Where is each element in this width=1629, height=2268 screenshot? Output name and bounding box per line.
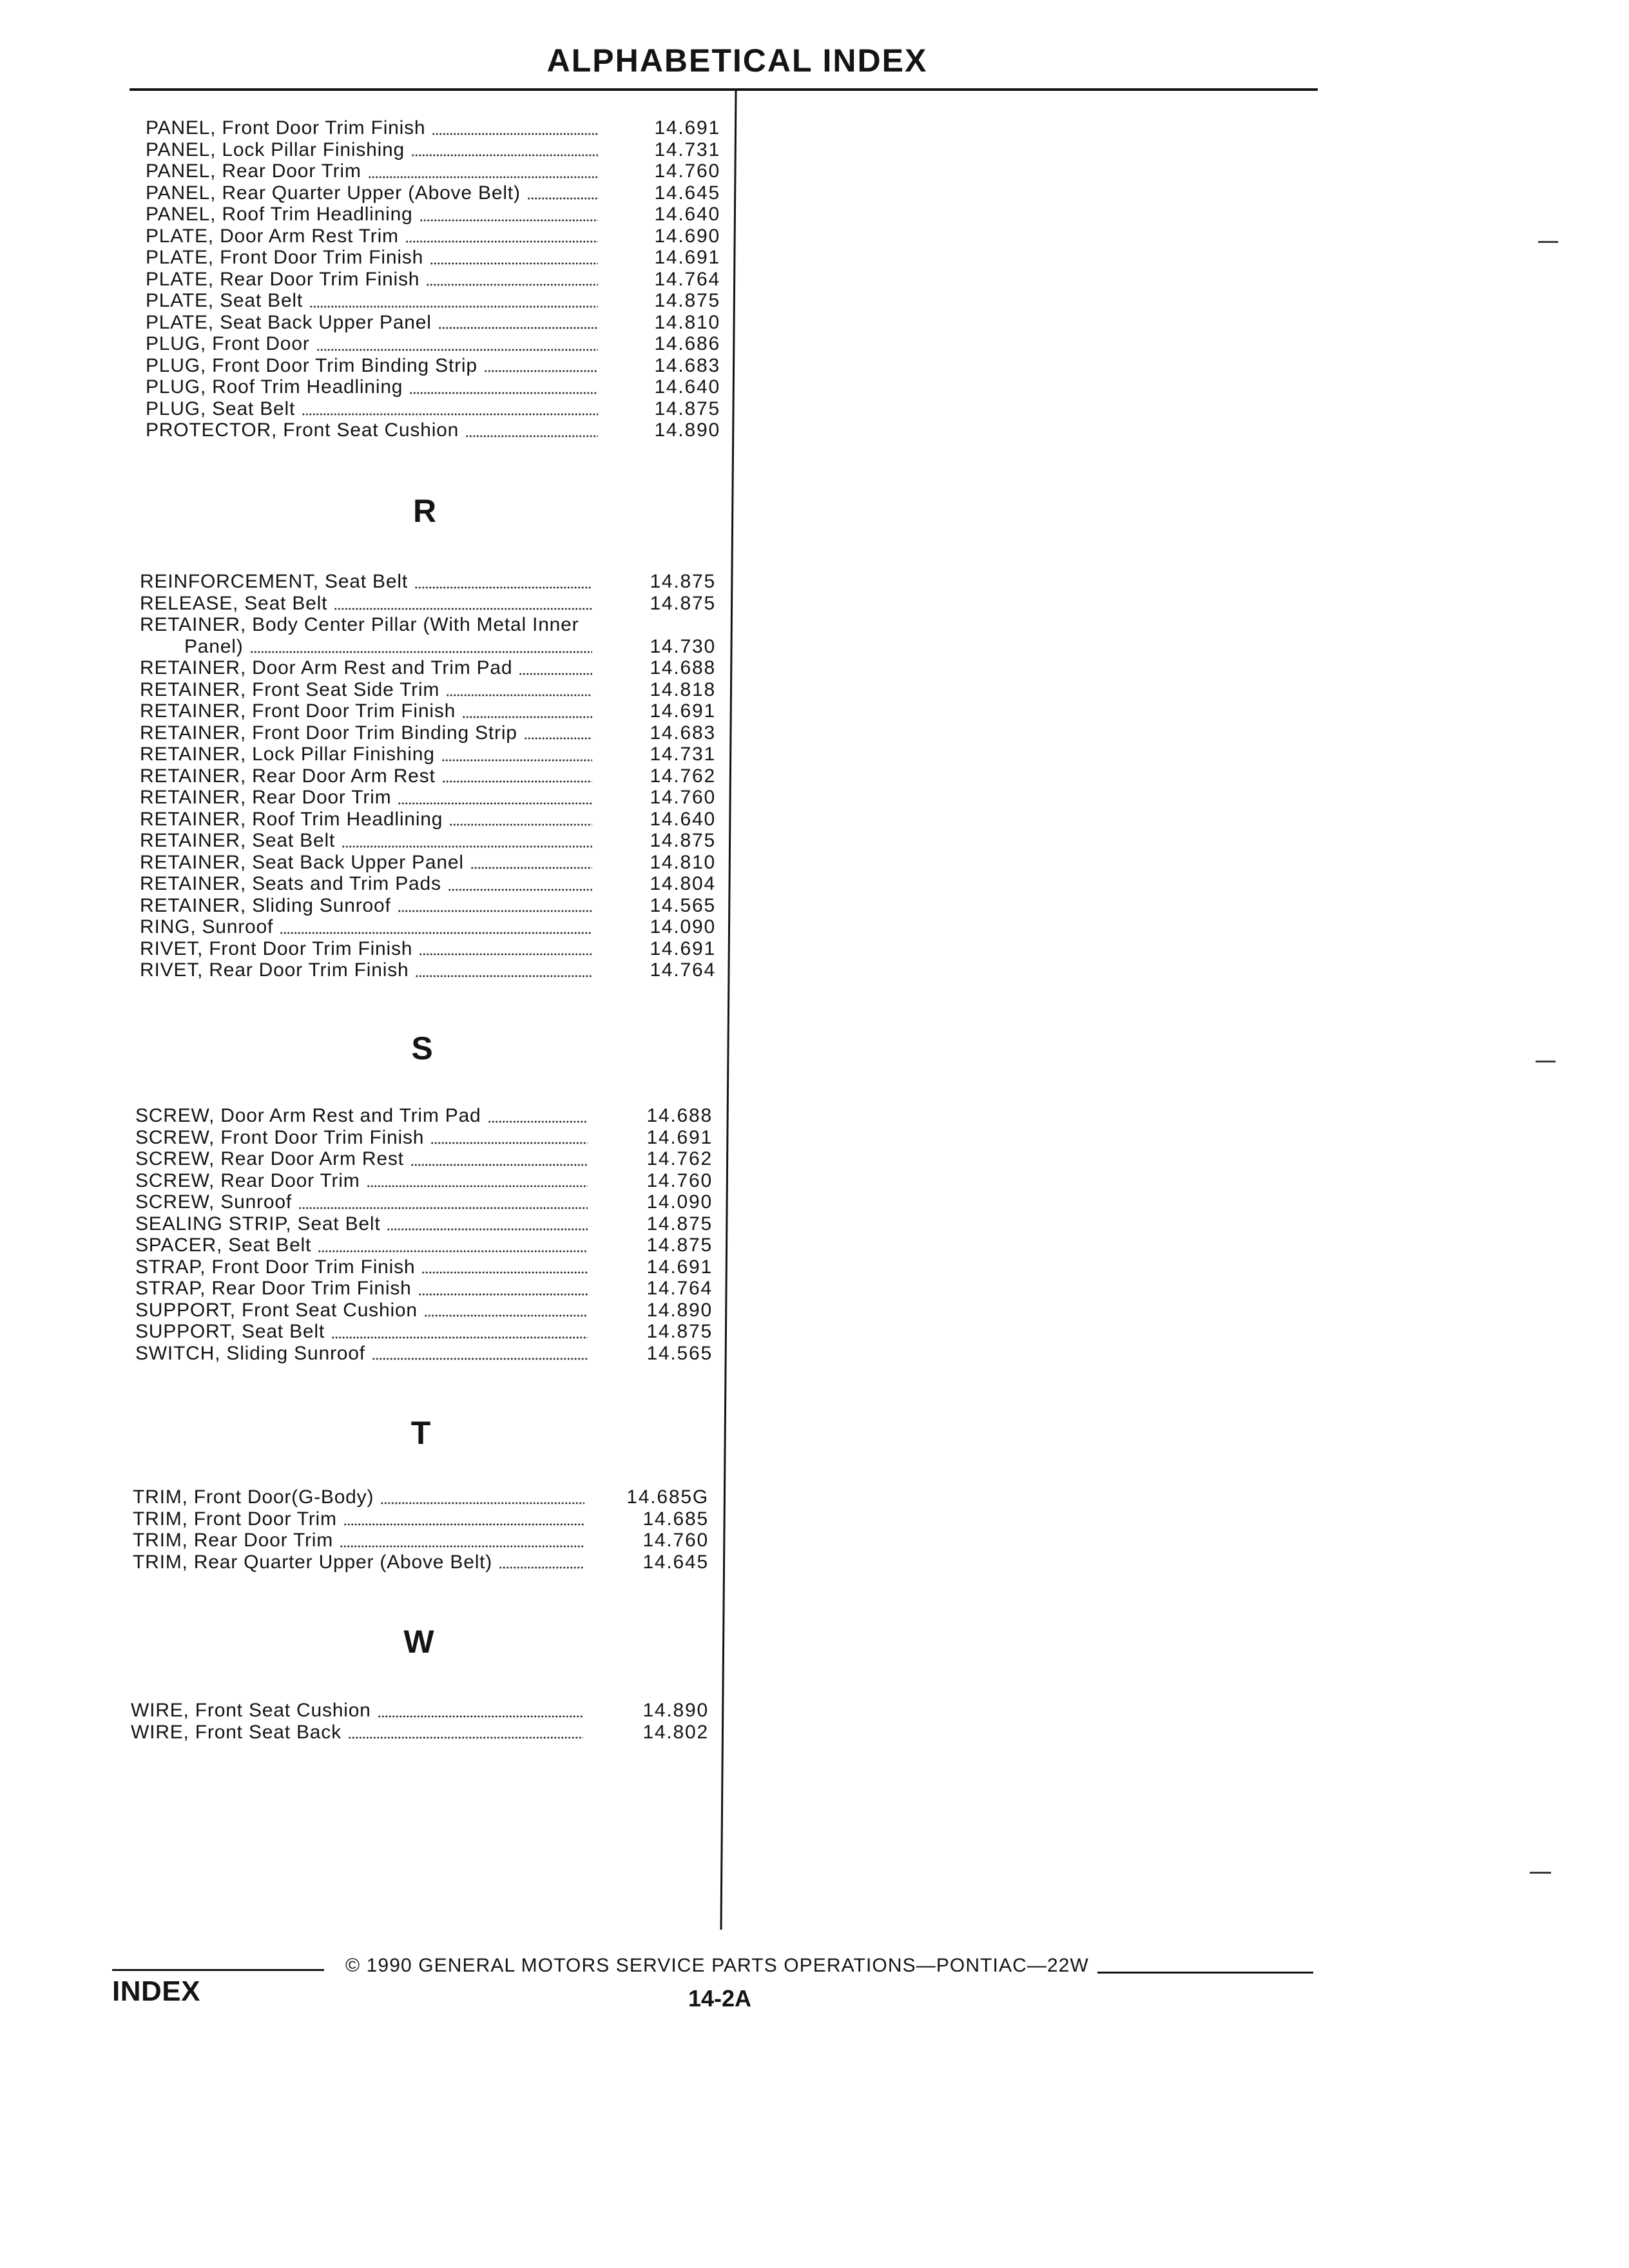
entry-page-number: 14.760 [654,160,720,182]
entry-item-name: RETAINER, Roof Trim Headlining [140,808,443,830]
entry-item-name: TRIM, Front Door Trim [133,1508,337,1530]
dot-leader [280,932,592,934]
entry-page-number: 14.890 [642,1700,709,1722]
entry-page-number: 14.691 [654,247,720,269]
footer-rule-left [112,1969,324,1971]
entry-item-name: Panel) [184,635,244,657]
index-entry [146,160,720,182]
section-letter-s: S [411,1030,433,1066]
index-entry [140,614,716,636]
entry-page-number: 14.810 [650,851,716,873]
entry-item-name: RETAINER, Lock Pillar Finishing [140,744,435,765]
index-entry [146,376,720,398]
dot-leader [342,845,592,848]
entry-page-number: 14.565 [646,1342,713,1364]
entry-item-name: PLATE, Door Arm Rest Trim [146,225,399,247]
entry-item-name: RETAINER, Seat Back Upper Panel [140,851,464,873]
index-entry-continuation [140,636,716,658]
index-entry [140,938,716,960]
dot-leader [418,1293,588,1296]
index-entry [135,1343,713,1365]
entry-item-name: PLATE, Rear Door Trim Finish [146,268,420,290]
index-entry [140,852,716,874]
entry-item-name: RING, Sunroof [140,916,274,938]
section-letter-r: R [412,493,437,529]
entry-item-name: STRAP, Front Door Trim Finish [135,1256,416,1278]
entry-page-number: 14.764 [650,959,716,981]
entry-item-name: SWITCH, Sliding Sunroof [135,1342,365,1364]
index-entry [135,1300,713,1321]
dot-leader [419,219,598,222]
entry-item-name: RETAINER, Front Seat Side Trim [140,678,440,700]
entry-item-name: PANEL, Front Door Trim Finish [146,117,426,139]
entry-item-name: PLUG, Roof Trim Headlining [146,376,403,398]
dot-leader [419,953,592,956]
entry-item-name: PANEL, Roof Trim Headlining [146,204,413,226]
index-entry [140,787,716,809]
entry-page-number: 14.760 [650,787,716,809]
index-entry [135,1170,713,1192]
index-entry [140,959,716,981]
entry-item-name: WIRE, Front Seat Cushion [131,1700,371,1722]
dot-leader [348,1736,583,1739]
entry-page-number: 14.802 [642,1721,709,1743]
entry-page-number: 14.875 [646,1235,713,1256]
index-entry [140,679,716,701]
dot-leader [298,1207,588,1209]
index-entry [140,722,716,744]
dot-leader [411,154,598,157]
entry-page-number: 14.730 [650,635,716,657]
dot-leader [442,780,592,783]
entry-page-number: 14.686 [654,333,720,355]
dot-leader [426,284,598,286]
entry-item-name: RIVET, Rear Door Trim Finish [140,959,409,981]
entry-page-number: 14.691 [646,1256,713,1278]
entry-page-number: 14.683 [654,354,720,376]
dot-leader [309,305,598,308]
entry-item-name: RIVET, Front Door Trim Finish [140,937,413,959]
index-entry [146,312,720,334]
dot-leader [340,1545,584,1548]
index-entry [146,139,720,161]
dot-leader [424,1314,588,1317]
footer-rule-right [1097,1972,1313,1974]
dot-leader [448,889,592,891]
entry-page-number: 14.875 [650,592,716,614]
entry-page-number: 14.090 [650,916,716,938]
index-entry [146,247,720,269]
dot-leader [368,176,598,178]
dot-leader [430,1142,588,1144]
entry-item-name: REINFORCEMENT, Seat Belt [140,571,408,593]
entry-item-name: RETAINER, Rear Door Trim [140,787,392,809]
entry-item-name: RETAINER, Rear Door Arm Rest [140,765,436,787]
copyright-notice: © 1990 GENERAL MOTORS SERVICE PARTS OPERATIONS—PONTIAC—22W [345,1955,1089,1976]
binder-margin-mark [1538,241,1558,243]
page-title: ALPHABETICAL INDEX [546,43,928,79]
dot-leader [410,1164,588,1166]
dot-leader [465,435,598,437]
entry-item-name: RETAINER, Seat Belt [140,830,336,852]
dot-leader [387,1228,588,1231]
entry-page-number: 14.691 [654,117,720,139]
entry-item-name: SCREW, Rear Door Trim [135,1169,360,1191]
entry-item-name: RETAINER, Front Door Trim Finish [140,700,456,722]
entry-item-name: PLUG, Front Door Trim Binding Strip [146,354,477,376]
index-entry [140,593,716,615]
entry-page-number: 14.691 [650,937,716,959]
column-divider-line [721,90,736,1930]
dot-leader [421,1271,588,1274]
title-rule [130,88,1318,91]
dot-leader [334,608,592,610]
dot-leader [409,392,598,394]
entry-item-name: PROTECTOR, Front Seat Cushion [146,419,459,441]
dot-leader [488,1120,588,1123]
index-entry [146,117,720,139]
index-entry [135,1235,713,1256]
index-entry [135,1191,713,1213]
section-letter-t: T [410,1415,431,1451]
index-entry [140,744,716,765]
entry-page-number: 14.691 [650,700,716,722]
entry-page-number: 14.804 [650,873,716,895]
entry-page-number: 14.640 [654,204,720,226]
dot-leader [331,1336,588,1339]
index-section-t [133,1486,709,1573]
dot-leader [470,867,592,869]
entry-item-name: PLUG, Front Door [146,333,310,355]
dot-leader [380,1502,584,1504]
index-entry [135,1256,713,1278]
entry-page-number: 14.762 [650,765,716,787]
entry-item-name: RETAINER, Body Center Pillar (With Metal Inner [140,614,579,636]
entry-item-name: STRAP, Rear Door Trim Finish [135,1278,412,1300]
dot-leader [462,716,592,718]
dot-leader [398,802,592,805]
binder-margin-mark [1530,1872,1551,1874]
entry-page-number: 14.640 [650,808,716,830]
dot-leader [316,349,598,351]
dot-leader [446,694,592,697]
entry-item-name: SCREW, Rear Door Arm Rest [135,1148,404,1170]
entry-page-number: 14.875 [650,571,716,593]
binder-margin-mark [1536,1061,1556,1062]
entry-item-name: PANEL, Rear Door Trim [146,160,361,182]
dot-leader [367,1185,588,1187]
entry-page-number: 14.688 [650,657,716,679]
index-entry [140,657,716,679]
entry-item-name: RELEASE, Seat Belt [140,592,328,614]
entry-item-name: PLATE, Front Door Trim Finish [146,247,424,269]
entry-page-number: 14.890 [646,1299,713,1321]
entry-page-number: 14.764 [646,1278,713,1300]
entry-page-number: 14.875 [646,1321,713,1343]
index-entry [131,1700,709,1722]
dot-leader [378,1715,583,1718]
dot-leader [318,1250,588,1253]
index-entry [135,1213,713,1235]
index-entry [146,182,720,204]
index-entry [140,916,716,938]
entry-page-number: 14.875 [654,398,720,419]
index-entry [133,1552,709,1573]
dot-leader [484,370,598,372]
dot-leader [302,413,598,416]
dot-leader [524,737,592,740]
entry-item-name: SPACER, Seat Belt [135,1235,312,1256]
index-entry [146,333,720,355]
entry-page-number: 14.760 [646,1169,713,1191]
entry-page-number: 14.685G [626,1486,709,1508]
entry-item-name: PLUG, Seat Belt [146,398,296,419]
dot-leader [432,133,598,135]
index-entry [140,809,716,831]
dot-leader [519,673,592,675]
index-entry [140,895,716,917]
entry-item-name: WIRE, Front Seat Back [131,1721,342,1743]
entry-item-name: PLATE, Seat Back Upper Panel [146,311,432,333]
index-entry [146,355,720,377]
entry-page-number: 14.810 [654,311,720,333]
index-entry [135,1321,713,1343]
entry-item-name: PANEL, Rear Quarter Upper (Above Belt) [146,182,521,204]
index-entry [140,571,716,593]
entry-page-number: 14.090 [646,1191,713,1213]
entry-page-number: 14.731 [650,744,716,765]
entry-page-number: 14.688 [646,1105,713,1127]
index-entry [135,1148,713,1170]
entry-item-name: RETAINER, Door Arm Rest and Trim Pad [140,657,513,679]
entry-page-number: 14.645 [642,1551,709,1573]
index-entry [135,1278,713,1300]
index-section-s [135,1105,713,1364]
entry-page-number: 14.565 [650,894,716,916]
entry-page-number: 14.645 [654,182,720,204]
dot-leader [414,586,592,589]
index-entry [146,269,720,291]
index-entry [135,1105,713,1127]
index-entry [135,1127,713,1149]
entry-item-name: TRIM, Rear Door Trim [133,1530,334,1552]
entry-page-number: 14.691 [646,1126,713,1148]
dot-leader [430,262,598,265]
dot-leader [372,1358,588,1360]
index-entry [146,419,720,441]
index-section-w [131,1700,709,1743]
index-entry [131,1722,709,1744]
entry-page-number: 14.762 [646,1148,713,1170]
entry-page-number: 14.875 [654,290,720,312]
index-entry [146,226,720,247]
section-letter-w: W [403,1624,434,1660]
dot-leader [343,1523,584,1526]
entry-page-number: 14.731 [654,139,720,160]
dot-leader [250,651,592,653]
entry-page-number: 14.685 [642,1508,709,1530]
dot-leader [527,197,598,200]
entry-item-name: RETAINER, Front Door Trim Binding Strip [140,722,517,744]
entry-item-name: SCREW, Front Door Trim Finish [135,1126,425,1148]
entry-item-name: SUPPORT, Seat Belt [135,1321,325,1343]
entry-page-number: 14.818 [650,678,716,700]
index-entry [133,1508,709,1530]
dot-leader [398,910,592,912]
dot-leader [499,1566,584,1569]
dot-leader [449,823,592,826]
entry-page-number: 14.764 [654,268,720,290]
entry-item-name: PLATE, Seat Belt [146,290,304,312]
entry-page-number: 14.875 [650,830,716,852]
entry-page-number: 14.690 [654,225,720,247]
entry-item-name: SCREW, Door Arm Rest and Trim Pad [135,1105,481,1127]
dot-leader [441,759,592,762]
entry-page-number: 14.640 [654,376,720,398]
entry-item-name: RETAINER, Sliding Sunroof [140,894,391,916]
index-section-p-continued [146,117,720,441]
index-entry [133,1530,709,1552]
entry-item-name: TRIM, Front Door(G-Body) [133,1486,374,1508]
index-entry [140,873,716,895]
dot-leader [438,327,598,329]
entry-item-name: RETAINER, Seats and Trim Pads [140,873,441,895]
dot-leader [415,975,592,977]
index-entry [133,1486,709,1508]
index-entry [140,830,716,852]
entry-page-number: 14.890 [654,419,720,441]
entry-item-name: SEALING STRIP, Seat Belt [135,1213,381,1235]
entry-item-name: SUPPORT, Front Seat Cushion [135,1299,418,1321]
index-entry [146,204,720,226]
entry-page-number: 14.683 [650,722,716,744]
entry-page-number: 14.760 [642,1530,709,1552]
entry-item-name: SCREW, Sunroof [135,1191,292,1213]
index-entry [140,765,716,787]
page-number: 14-2A [688,1985,752,2012]
footer-section-label: INDEX [112,1975,200,2007]
index-entry [146,290,720,312]
dot-leader [405,240,598,243]
entry-item-name: TRIM, Rear Quarter Upper (Above Belt) [133,1551,493,1573]
index-entry [146,398,720,420]
entry-item-name: PANEL, Lock Pillar Finishing [146,139,405,160]
index-section-r [140,571,716,981]
index-entry [140,700,716,722]
entry-page-number: 14.875 [646,1213,713,1235]
